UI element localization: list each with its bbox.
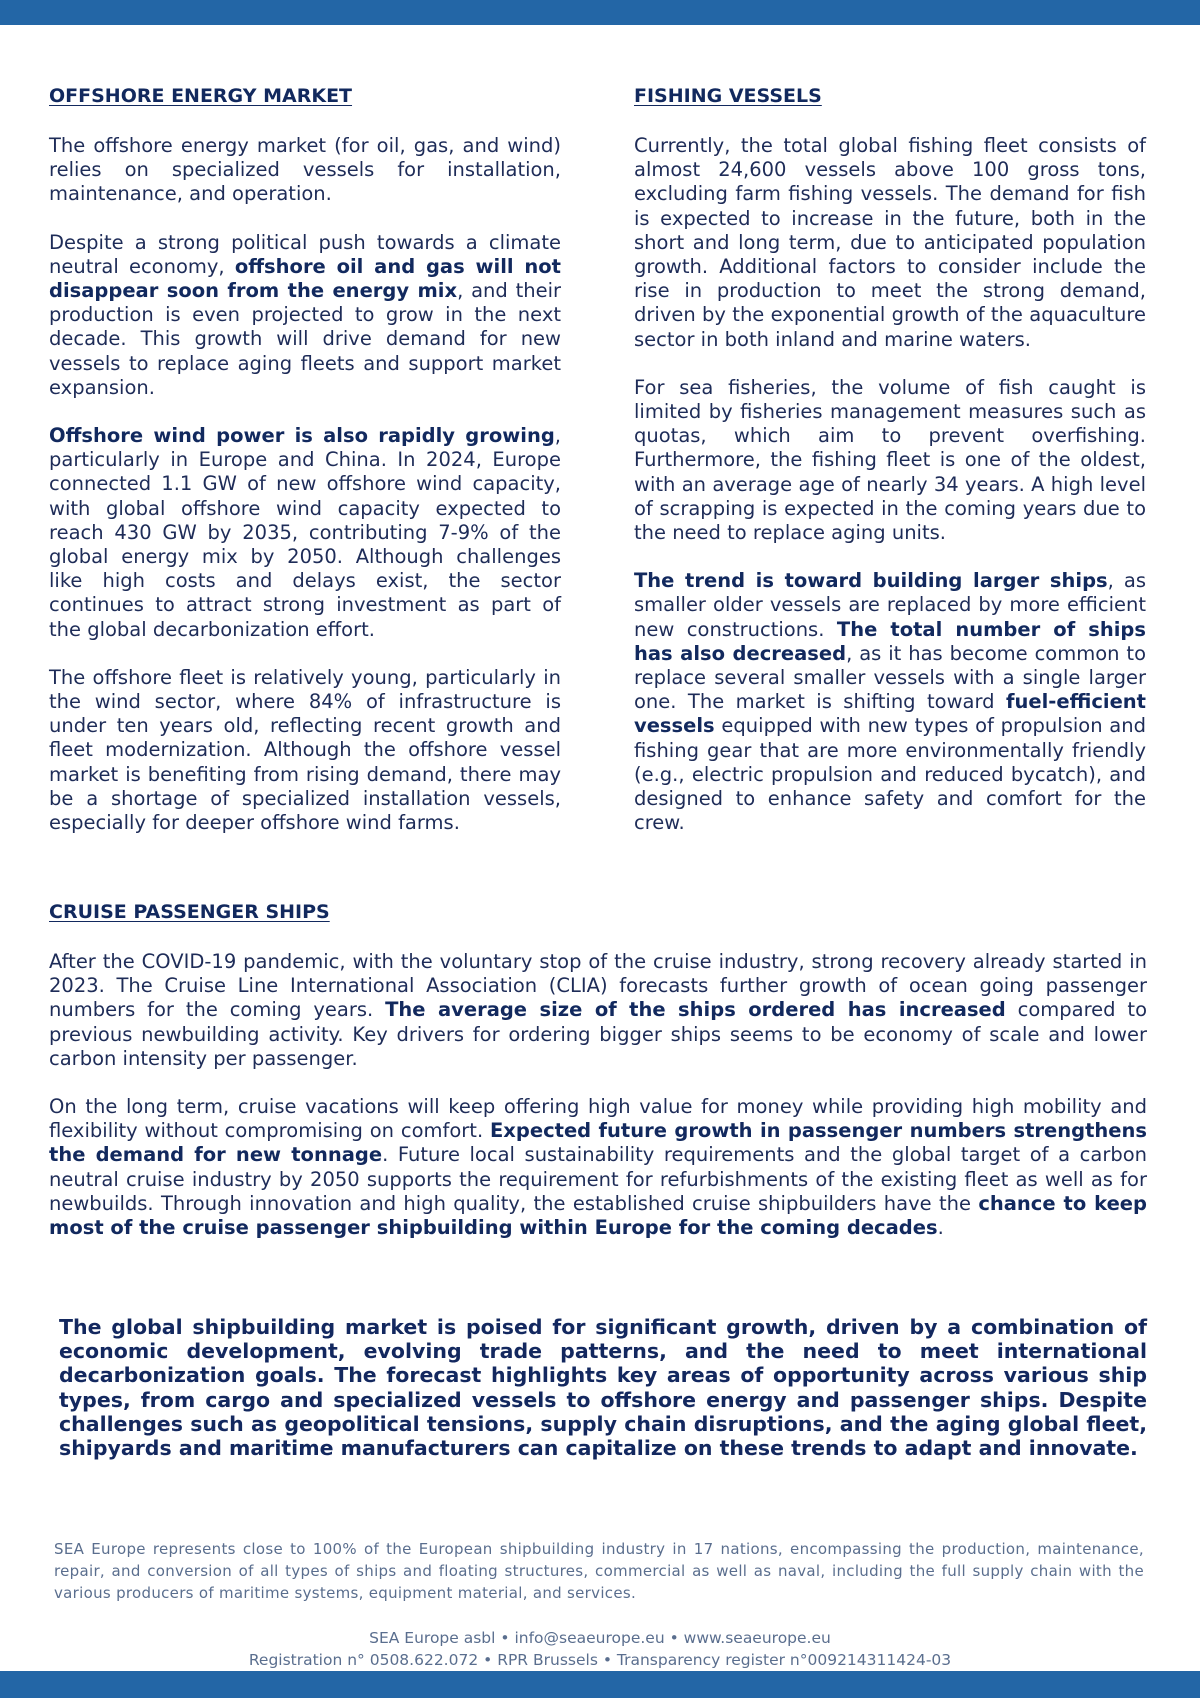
- highlight: chance to keep most of the cruise passenger shipbuilding within Europe for the coming decades: [49, 1191, 1147, 1240]
- fishing-paragraph-3: The trend is toward building larger ships, as smaller older vessels are replaced by more efficient new constructions. The total number of ships has also decreased, as it has become common to replace several smaller vessels with a single larger one. The market is shifting toward fuel-efficient vessels equipped with new types of propulsion and fishing gear that are more environmentally friendly (e.g., electric propulsion and reduced bycatch), and designed to enhance safety and comfort for the crew.: [634, 569, 1147, 835]
- conclusion-statement: The global shipbuilding market is poised for significant growth, driven by a combination of economic development, evolving trade patterns, and the need to meet international decarbonization goals. The forecast highlights key areas of opportunity across various ship types, from cargo and specialized vessels to offshore energy and passenger ships. Despite challenges such as geopolitical tensions, supply chain disruptions, and the aging global fleet, shipyards and maritime manufacturers can capitalize on these trends to adapt and innovate.: [59, 1315, 1147, 1461]
- footer-contact-line-1: SEA Europe asbl • info@seaeurope.eu • www.seaeurope.eu: [369, 1629, 831, 1647]
- cruise-paragraph-1: After the COVID-19 pandemic, with the voluntary stop of the cruise industry, strong recovery already started in 2023. The Cruise Line International Association (CLIA) forecasts further growth of ocean going passenger numbers for the coming years. The average size of the ships ordered has increased compared to previous newbuilding activity. Key drivers for ordering bigger ships seems to be economy of scale and lower carbon intensity per passenger.: [49, 950, 1148, 1070]
- fishing-heading: FISHING VESSELS: [634, 85, 822, 107]
- offshore-section: [49, 82, 561, 859]
- offshore-heading: OFFSHORE ENERGY MARKET: [49, 85, 353, 107]
- cruise-section: [49, 898, 1147, 1264]
- offshore-paragraph-3: Offshore wind power is also rapidly growing, particularly in Europe and China. In 2024, Europe connected 1.1 GW of new offshore wind capacity, with global offshore wind capacity expected to reach 430 GW by 2035, contributing 7-9% of the global energy mix by 2050. Although challenges like high costs and delays exist, the sector continues to attract strong investment as part of the global decarbonization effort.: [49, 424, 561, 641]
- cruise-paragraph-2: On the long term, cruise vacations will keep offering high value for money while providing high mobility and flexibility without compromising on comfort. Expected future growth in passenger numbers strengthens the demand for new tonnage. Future local sustainability requirements and the global target of a carbon neutral cruise industry by 2050 supports the requirement for refurbishments of the existing fleet as well as for newbuilds. Through innovation and high quality, the established cruise shipbuilders have the chance to keep most of the cruise passenger shipbuilding within Europe for the coming decades.: [49, 1095, 1148, 1240]
- fishing-section: [634, 82, 1146, 859]
- offshore-paragraph-2: Despite a strong political push towards a climate neutral economy, offshore oil and gas will not disappear soon from the energy mix, and their production is even projected to grow in the next decade. This growth will drive demand for new vessels to replace aging fleets and support market expansion.: [49, 230, 562, 399]
- highlight: The average size of the ships ordered has increased: [385, 998, 1006, 1022]
- highlight: Expected future growth in passenger numbers strengthens the demand for new tonnage: [49, 1119, 1148, 1167]
- fishing-paragraph-2: For sea fisheries, the volume of fish caught is limited by fisheries management measures such as quotas, which aim to prevent overfishing. Furthermore, the fishing fleet is one of the oldest, with an average age of nearly 34 years. A high level of scrapping is expected in the coming years due to the need to replace aging units.: [634, 375, 1146, 545]
- footer-contact-line-2: Registration n° 0508.622.072 • RPR Brussels • Transparency register n°009214311424-03: [248, 1651, 952, 1669]
- offshore-paragraph-4: The offshore fleet is relatively young, particularly in the wind sector, where 84% of infrastructure is under ten years old, reflecting recent growth and fleet modernization. Although the offshore vessel market is benefiting from rising demand, there may be a shortage of specialized installation vessels, especially for deeper offshore wind farms.: [49, 665, 561, 835]
- footer-about: SEA Europe represents close to 100% of the European shipbuilding industry in 17 nations, encompassing the production, maintenance, repair, and conversion of all types of ships and floating structures, commercial as well as naval, including the full supply chain with the various producers of maritime systems, equipment material, and services.: [54, 1540, 1144, 1602]
- offshore-paragraph-1: The offshore energy market (for oil, gas, and wind) relies on specialized vessels for installation, maintenance, and operation.: [49, 134, 561, 206]
- highlight: Offshore wind power is also rapidly growing: [49, 424, 555, 448]
- highlight: The total number of ships has also decreased: [634, 617, 1147, 665]
- highlight: The trend is toward building larger ships: [634, 569, 1108, 593]
- fishing-paragraph-1: Currently, the total global fishing fleet consists of almost 24,600 vessels above 100 gross tons, excluding farm fishing vessels. The demand for fish is expected to increase in the future, both in the short and long term, due to anticipated population growth. Additional factors to consider include the rise in production to meet the strong demand, driven by the exponential growth of the aquaculture sector in both inland and marine waters.: [634, 134, 1146, 351]
- cruise-heading: CRUISE PASSENGER SHIPS: [49, 901, 330, 923]
- highlight: fuel-efficient vessels: [634, 690, 1146, 738]
- top-accent-bar: [0, 0, 1200, 25]
- highlight: offshore oil and gas will not disappear soon from the energy mix: [49, 254, 561, 303]
- bottom-accent-bar: [0, 1671, 1200, 1698]
